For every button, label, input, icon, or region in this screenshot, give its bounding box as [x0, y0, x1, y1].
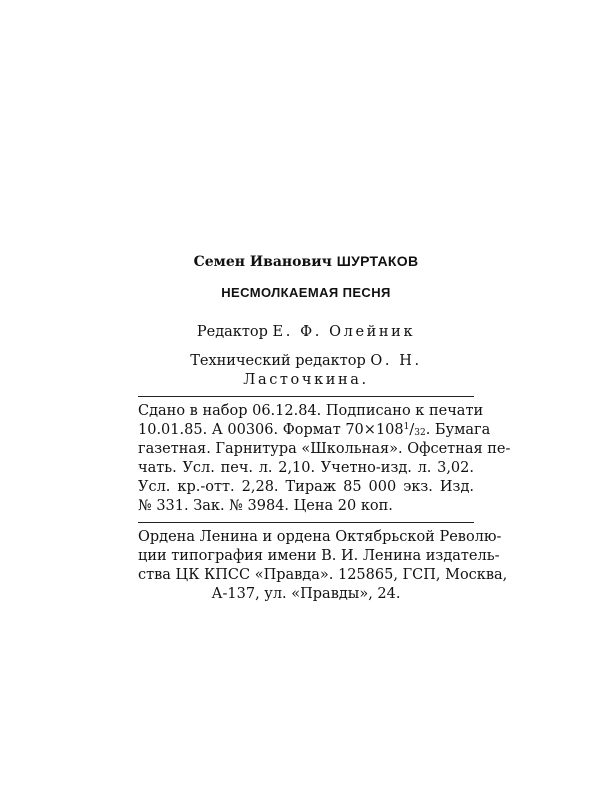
print-info-text: . Бумага [425, 422, 491, 438]
tech-editor-name: О. Н. Ласточкина. [243, 353, 422, 388]
divider-rule-1 [138, 396, 474, 397]
print-info-line: чать. Усл. печ. л. 2,10. Учетно-изд. л. 3,02. [138, 460, 474, 476]
editor-credit [138, 323, 474, 342]
fraction-separator: / [409, 422, 415, 438]
print-info-line: газетная. Гарнитура «Школьная». Офсетная пе- [138, 441, 511, 457]
tech-editor-credit [138, 352, 474, 390]
print-info-paragraph [138, 402, 511, 516]
times-sign: × [363, 422, 376, 438]
editor-name: Е. Ф. Олейник [272, 324, 416, 340]
print-info-line: № 331. Зак. № 3984. Цена 20 коп. [138, 498, 393, 514]
printer-info-line: ции типография имени В. И. Ленина издатель- [138, 548, 500, 564]
colophon-block [138, 252, 511, 604]
print-info-line-format [138, 421, 491, 440]
author-surname: ШУРТАКОВ [336, 253, 419, 269]
tech-editor-role: Технический редактор [190, 353, 366, 369]
fraction-denominator: 32 [414, 428, 426, 438]
printer-info-line: А-137, ул. «Правды», 24. [211, 586, 401, 602]
printer-info-line: Ордена Ленина и ордена Октябрьской Револю- [138, 529, 502, 545]
author-first-names: Семен Иванович [193, 254, 332, 270]
print-info-text: 108 [375, 422, 404, 438]
print-info-text: 10.01.85. А 00306. Формат 70 [138, 422, 364, 438]
book-title: НЕСМОЛКАЕМАЯ ПЕСНЯ [221, 285, 391, 300]
print-info-line: Усл. кр.-отт. 2,28. Тираж 85 000 экз. Изд. [138, 479, 474, 495]
fraction-numerator: 1 [403, 422, 410, 432]
printer-info-paragraph [138, 528, 508, 604]
divider-rule-2 [138, 522, 474, 523]
author-name [138, 252, 474, 272]
editor-role: Редактор [196, 324, 268, 340]
printer-info-line: ства ЦК КПСС «Правда». 125865, ГСП, Москва, [138, 567, 508, 583]
print-info-line: Сдано в набор 06.12.84. Подписано к печати [138, 403, 484, 419]
